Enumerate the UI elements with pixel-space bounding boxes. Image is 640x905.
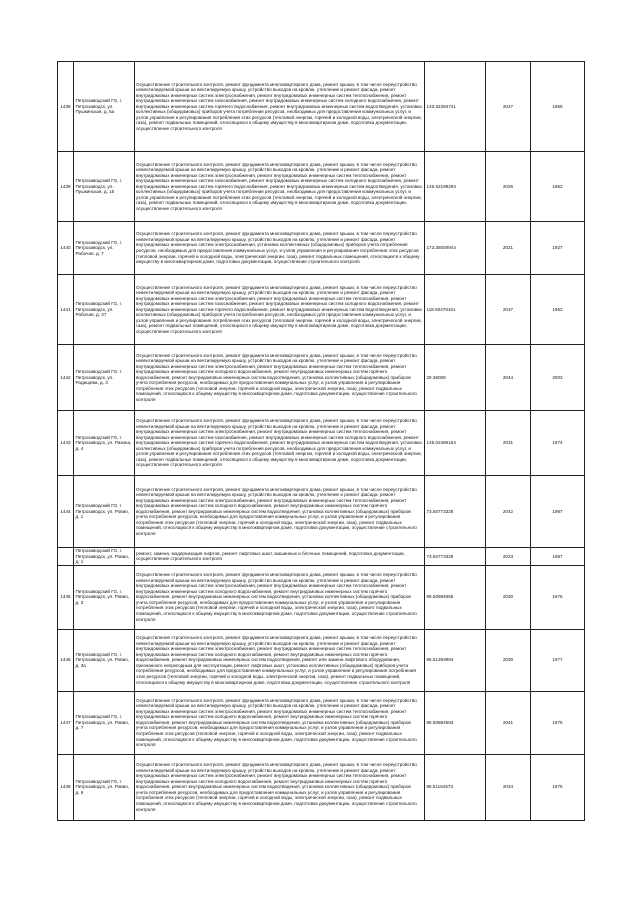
row-number (58, 548, 74, 566)
cost-cell: 73.50773328 (425, 548, 486, 566)
planned-year-cell: 2030 (486, 565, 531, 629)
cost-cell: 95.51164573 (425, 754, 486, 820)
table-row (58, 411, 585, 476)
construction-year-cell: 1976 (531, 754, 585, 820)
cost-cell: 118.50478161 (425, 275, 486, 345)
row-number: 1438 (58, 62, 74, 152)
table-row (58, 275, 585, 345)
table-row (58, 476, 585, 548)
row-number: 1445 (58, 565, 74, 629)
row-number: 1441 (58, 275, 74, 345)
row-number: 1442 (58, 345, 74, 411)
construction-year-cell: 1974 (531, 411, 585, 476)
construction-year-cell: 1976 (531, 691, 585, 754)
table-row (58, 754, 585, 820)
table-row (58, 691, 585, 754)
construction-year-cell: 1977 (531, 629, 585, 691)
address-cell: Петрозаводский ГО, г. Петрозаводск, ул. Ровио, д. 7 (74, 691, 135, 754)
planned-year-cell: 2042 (486, 476, 531, 548)
construction-year-cell: 1987 (531, 476, 585, 548)
planned-year-cell: 2034 (486, 754, 531, 820)
table-row (58, 62, 585, 152)
construction-year-cell: 1927 (531, 222, 585, 275)
works-description-cell: Осуществление строительного контроля, ремонт фундамента многоквартирного дома, ремонт крыши, в том числе переустройство невентилируемой крыши на вентилируемую крышу, устройство выходов на кровлю, утепление и ремонт фасада, ремонт внутридомовых инженерных систем электроснабжения, ремонт внутридомовых инженерных систем теплоснабжения, ремонт внутридомовых инженерных систем холодного водоснабжения, ремонт внутридомовых инженерных систем горячего водоснабжения, ремонт внутридомовых инженерных систем водоотведения, установка коллективных (общедомовых) приборов учета потребления ресурсов, необходимых для предоставления коммунальных услуг, и узлов управления и регулирования потребления этих ресурсов (тепловой энергии, горячей и холодной воды, электрической энергии, газа), ремонт подвальных помещений, относящихся к общему имуществу в многоквартирном доме, подготовка документации, осуществление строительного контроля (135, 565, 425, 629)
row-number: 1443 (58, 411, 74, 476)
construction-year-cell: 2003 (531, 345, 585, 411)
table-row (58, 222, 585, 275)
works-description-cell: Осуществление строительного контроля, ремонт фундамента многоквартирного дома, ремонт крыши, в том числе переустройство невентилируемой крыши на вентилируемую крышу, устройство выходов на кровлю, утепление и ремонт фасада, ремонт внутридомовых инженерных систем электроснабжения, ремонт внутридомовых инженерных систем теплоснабжения, ремонт внутридомовых инженерных систем холодного водоснабжения, ремонт внутридомовых инженерных систем горячего водоснабжения, ремонт внутридомовых инженерных систем водоотведения, установка коллективных (общедомовых) приборов учета потребления ресурсов, необходимых для предоставления коммунальных услуг, и узлов управления и регулирования потребления этих ресурсов (тепловой энергии, горячей и холодной воды, электрической энергии, газа), ремонт подвальных помещений, относящихся к общему имуществу в многоквартирном доме, подготовка документации, осуществление строительного контроля (135, 691, 425, 754)
works-description-cell: Осуществление строительного контроля, ремонт фундамента многоквартирного дома, ремонт крыши, в том числе переустройство невентилируемой крыши на вентилируемую крышу, устройство выходов на кровлю, утепление и ремонт фасада, ремонт внутридомовых инженерных систем электроснабжения, установка коллективных (общедомовых) приборов учета потребления ресурсов, необходимых для предоставления коммунальных услуг, и узлов управления и регулирования потребления этих ресурсов (тепловой энергии, горячей и холодной воды, электрической энергии, газа), ремонт подвальных помещений, относящихся к общему имуществу в многоквартирном доме, подготовка документации, осуществление строительного контроля (135, 222, 425, 275)
capital-repair-table (57, 61, 585, 821)
works-description-cell: Осуществление строительного контроля, ремонт фундамента многоквартирного дома, ремонт крыши, в том числе переустройство невентилируемой крыши на вентилируемую крышу, устройство выходов на кровлю, утепление и ремонт фасада, ремонт внутридомовых инженерных систем электроснабжения, ремонт внутридомовых инженерных систем теплоснабжения, ремонт внутридомовых инженерных систем холодного водоснабжения, ремонт внутридомовых инженерных систем горячего водоснабжения, ремонт внутридомовых инженерных систем водоотведения, ремонт или замена лифтового оборудования, признанного непригодным для эксплуатации, ремонт лифтовых шахт, установка коллективных (общедомовых) приборов учета потребления ресурсов, необходимых для предоставления коммунальных услуг, и узлов управления и регулирования потребления этих ресурсов (тепловой энергии, горячей и холодной воды, электрической энергии, газа), ремонт подвальных помещений, относящихся к общему имуществу в многоквартирном доме, подготовка документации, осуществление строительного контроля (135, 629, 425, 691)
cost-cell: 95.50884583 (425, 691, 486, 754)
row-number: 1447 (58, 691, 74, 754)
table-row (58, 548, 585, 566)
address-cell: Петрозаводский ГО, г. Петрозаводск, ул. Ровио, д. 3а (74, 629, 135, 691)
planned-year-cell: 2027 (486, 62, 531, 152)
table-row (58, 345, 585, 411)
cost-cell: 95.51393994 (425, 629, 486, 691)
works-description-cell: Осуществление строительного контроля, ремонт фундамента многоквартирного дома, ремонт крыши, в том числе переустройство невентилируемой крыши на вентилируемую крышу, устройство выходов на кровлю, утепление и ремонт фасада, ремонт внутридомовых инженерных систем электроснабжения, ремонт внутридомовых инженерных систем теплоснабжения, ремонт внутридомовых инженерных систем холодного водоснабжения, ремонт внутридомовых инженерных систем горячего водоснабжения, ремонт внутридомовых инженерных систем водоотведения, установка коллективных (общедомовых) приборов учета потребления ресурсов, необходимых для предоставления коммунальных услуг, и узлов управления и регулирования потребления этих ресурсов (тепловой энергии, горячей и холодной воды, электрической энергии, газа), ремонт подвальных помещений, относящихся к общему имуществу в многоквартирном доме, подготовка документации, осуществление строительного контроля (135, 476, 425, 548)
address-cell: Петрозаводский ГО, г. Петрозаводск, ул. Ровио, д. 9 (74, 754, 135, 820)
cost-cell: 133.32394741 (425, 62, 486, 152)
row-number: 1444 (58, 476, 74, 548)
row-number: 1439 (58, 152, 74, 222)
planned-year-cell: 2030 (486, 629, 531, 691)
address-cell: Петрозаводский ГО, г. Петрозаводск, ул. Радищева, д. 3 (74, 345, 135, 411)
construction-year-cell: 1962 (531, 152, 585, 222)
works-description-cell: Осуществление строительного контроля, ремонт фундамента многоквартирного дома, ремонт крыши, в том числе переустройство невентилируемой крыши на вентилируемую крышу, устройство выходов на кровлю, утепление и ремонт фасада, ремонт внутридомовых инженерных систем электроснабжения, ремонт внутридомовых инженерных систем теплоснабжения, ремонт внутридомовых инженерных систем холодного водоснабжения, ремонт внутридомовых инженерных систем горячего водоснабжения, ремонт внутридомовых инженерных систем водоотведения, установка коллективных (общедомовых) приборов учета потребления ресурсов, необходимых для предоставления коммунальных услуг, и узлов управления и регулирования потребления этих ресурсов (тепловой энергии, горячей и холодной воды, электрической энергии, газа), ремонт подвальных помещений, относящихся к общему имуществу в многоквартирном доме, подготовка документации, осуществление строительного контроля (135, 754, 425, 820)
planned-year-cell: 2037 (486, 275, 531, 345)
planned-year-cell: 2023 (486, 548, 531, 566)
works-description-cell: Осуществление строительного контроля, ремонт фундамента многоквартирного дома, ремонт крыши, в том числе переустройство невентилируемой крыши на вентилируемую крышу, устройство выходов на кровлю, утепление и ремонт фасада, ремонт внутридомовых инженерных систем электроснабжения, ремонт внутридомовых инженерных систем теплоснабжения, ремонт внутридомовых инженерных систем холодного водоснабжения, ремонт внутридомовых инженерных систем горячего водоснабжения, ремонт внутридомовых инженерных систем водоотведения, установка коллективных (общедомовых) приборов учета потребления ресурсов, необходимых для предоставления коммунальных услуг, и узлов управления и регулирования потребления этих ресурсов (тепловой энергии, горячей и холодной воды, электрической энергии, газа), ремонт подвальных помещений, относящихся к общему имуществу в многоквартирном доме, подготовка документации, осуществление строительного контроля (135, 345, 425, 411)
table-row (58, 629, 585, 691)
table-row (58, 565, 585, 629)
table-row (58, 152, 585, 222)
cost-cell: 173.35000944 (425, 222, 486, 275)
cost-cell: 73.50773328 (425, 476, 486, 548)
address-cell: Петрозаводский ГО, г. Петрозаводск, ул. Разина, д. 4 (74, 411, 135, 476)
works-description-cell: Осуществление строительного контроля, ремонт фундамента многоквартирного дома, ремонт крыши, в том числе переустройство невентилируемой крыши на вентилируемую крышу, устройство выходов на кровлю, утепление и ремонт фасада, ремонт внутридомовых инженерных систем электроснабжения, ремонт внутридомовых инженерных систем теплоснабжения, ремонт внутридомовых инженерных систем газоснабжения, ремонт внутридомовых инженерных систем холодного водоснабжения, ремонт внутридомовых инженерных систем горячего водоснабжения, ремонт внутридомовых инженерных систем водоотведения, установка коллективных (общедомовых) приборов учета потребления ресурсов, необходимых для предоставления коммунальных услуг, и узлов управления и регулирования потребления этих ресурсов (тепловой энергии, горячей и холодной воды, электрической энергии, газа), ремонт подвальных помещений, относящихся к общему имуществу в многоквартирном доме, подготовка документации, осуществление строительного контроля (135, 275, 425, 345)
cost-cell: 95.50984655 (425, 565, 486, 629)
address-cell: Петрозаводский ГО, г. Петрозаводск, ул. Пушкинская, д. 15 (74, 152, 135, 222)
construction-year-cell: 1987 (531, 548, 585, 566)
construction-year-cell: 1976 (531, 565, 585, 629)
row-number: 1446 (58, 629, 74, 691)
address-cell: Петрозаводский ГО, г. Петрозаводск, ул. Рабочая, д. 7 (74, 222, 135, 275)
address-cell: Петрозаводский ГО, г. Петрозаводск, ул. Ровио, д. 1 (74, 548, 135, 566)
works-description-cell: Осуществление строительного контроля, ремонт фундамента многоквартирного дома, ремонт крыши, в том числе переустройство невентилируемой крыши на вентилируемую крышу, устройство выходов на кровлю, утепление и ремонт фасада, ремонт внутридомовых инженерных систем электроснабжения, ремонт внутридомовых инженерных систем теплоснабжения, ремонт внутридомовых инженерных систем газоснабжения, ремонт внутридомовых инженерных систем холодного водоснабжения, ремонт внутридомовых инженерных систем горячего водоснабжения, ремонт внутридомовых инженерных систем водоотведения, установка коллективных (общедомовых) приборов учета потребления ресурсов, необходимых для предоставления коммунальных услуг, и узлов управления и регулирования потребления этих ресурсов (тепловой энергии, горячей и холодной воды, электрической энергии, газа), ремонт подвальных помещений, относящихся к общему имуществу в многоквартирном доме, подготовка документации, осуществление строительного контроля (135, 411, 425, 476)
table-body (58, 62, 585, 821)
works-description-cell: ремонт, замена, модернизация лифтов, ремонт лифтовых шахт, машинных и блочных помещений, подготовка документации, осуществление строительного контроля (135, 548, 425, 566)
works-description-cell: Осуществление строительного контроля, ремонт фундамента многоквартирного дома, ремонт крыши, в том числе переустройство невентилируемой крыши на вентилируемую крышу, устройство выходов на кровлю, утепление и ремонт фасада, ремонт внутридомовых инженерных систем электроснабжения, ремонт внутридомовых инженерных систем теплоснабжения, ремонт внутридомовых инженерных систем газоснабжения, ремонт внутридомовых инженерных систем холодного водоснабжения, ремонт внутридомовых инженерных систем горячего водоснабжения, ремонт внутридомовых инженерных систем водоотведения, установка коллективных (общедомовых) приборов учета потребления ресурсов, необходимых для предоставления коммунальных услуг, и узлов управления и регулирования потребления этих ресурсов (тепловой энергии, горячей и холодной воды, электрической энергии, газа), ремонт подвальных помещений, относящихся к общему имуществу в многоквартирном доме, подготовка документации, осуществление строительного контроля (135, 152, 425, 222)
cost-cell: 135.52199294 (425, 152, 486, 222)
planned-year-cell: 2021 (486, 222, 531, 275)
construction-year-cell: 1962 (531, 275, 585, 345)
address-cell: Петрозаводский ГО, г. Петрозаводск, ул. Ровио, д. 1 (74, 476, 135, 548)
planned-year-cell: 2041 (486, 691, 531, 754)
row-number: 1448 (58, 754, 74, 820)
works-description-cell: Осуществление строительного контроля, ремонт фундамента многоквартирного дома, ремонт крыши, в том числе переустройство невентилируемой крыши на вентилируемую крышу, устройство выходов на кровлю, утепление и ремонт фасада, ремонт внутридомовых инженерных систем электроснабжения, ремонт внутридомовых инженерных систем теплоснабжения, ремонт внутридомовых инженерных систем газоснабжения, ремонт внутридомовых инженерных систем холодного водоснабжения, ремонт внутридомовых инженерных систем горячего водоснабжения, ремонт внутридомовых инженерных систем водоотведения, установка коллективных (общедомовых) приборов учета потребления ресурсов, необходимых для предоставления коммунальных услуг, и узлов управления и регулирования потребления этих ресурсов (тепловой энергии, горячей и холодной воды, электрической энергии, газа), ремонт подвальных помещений, относящихся к общему имуществу в многоквартирном доме, подготовка документации, осуществление строительного контроля (135, 62, 425, 152)
cost-cell: 135.02486164 (425, 411, 486, 476)
construction-year-cell: 1958 (531, 62, 585, 152)
row-number: 1440 (58, 222, 74, 275)
planned-year-cell: 2031 (486, 411, 531, 476)
address-cell: Петрозаводский ГО, г. Петрозаводск, ул. Пушкинская, д. 5а (74, 62, 135, 152)
address-cell: Петрозаводский ГО, г. Петрозаводск, ул. Ровио, д. 3 (74, 565, 135, 629)
planned-year-cell: 2044 (486, 345, 531, 411)
address-cell: Петрозаводский ГО, г. Петрозаводск, ул. Рабочая, д. 37 (74, 275, 135, 345)
planned-year-cell: 2026 (486, 152, 531, 222)
cost-cell: 29.36008 (425, 345, 486, 411)
